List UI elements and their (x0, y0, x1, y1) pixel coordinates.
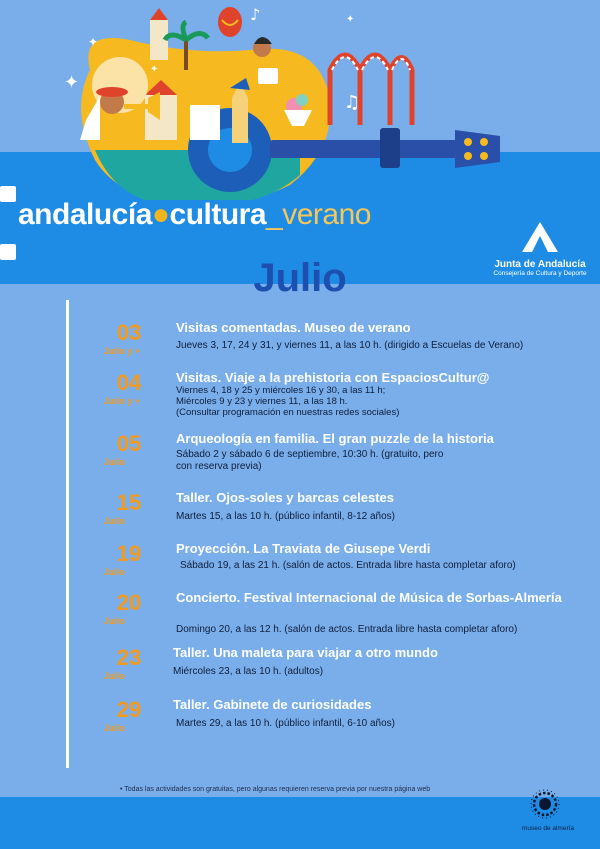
event-title: Taller. Una maleta para viajar a otro mundo (173, 645, 438, 660)
event-description-line: (Consultar programación en nuestras redes sociales) (176, 407, 400, 418)
event-day: 23 (116, 645, 142, 670)
event-description-line: Miércoles 9 y 23 y viernes 11, a las 18 h. (176, 396, 348, 407)
event-description (176, 449, 576, 473)
summer-culture-illustration (0, 0, 600, 200)
event-description-line: Domingo 20, a las 12 h. (salón de actos. Entrada libre hasta completar aforo) (176, 624, 518, 635)
event-description-line: Viernes 4, 18 y 25 y miércoles 16 y 30, a las 11 h; (176, 385, 386, 396)
event-description (176, 340, 576, 352)
brand-dot: ● (151, 198, 170, 231)
museo-logo (522, 789, 575, 832)
event-description (176, 624, 576, 636)
junta-department: Consejería de Cultura y Deporte (493, 270, 587, 277)
footnote: • Todas las actividades son gratuitas, pero algunas requieren reserva previa por nuestra página web (120, 786, 431, 793)
event-month: Julio (104, 616, 126, 626)
event-month: Julio (104, 671, 126, 681)
event-description (173, 666, 573, 678)
event-title: Visitas comentadas. Museo de verano (176, 320, 411, 335)
event-day: 20 (116, 590, 142, 615)
svg-text:♫: ♫ (344, 92, 361, 113)
brand-andalucia: andalucía (18, 198, 152, 231)
event-title: Proyección. La Traviata de Giusepe Verdi (176, 541, 431, 556)
event-day: 05 (116, 431, 142, 456)
event-day: 04 (116, 370, 142, 395)
event-day: 03 (116, 320, 142, 345)
event-description (176, 385, 576, 418)
event-title: Taller. Ojos-soles y barcas celestes (176, 490, 394, 505)
event-month: Julio (104, 567, 126, 577)
svg-text:✦: ✦ (346, 14, 355, 25)
event-description-line: Miércoles 23, a las 10 h. (adultos) (173, 666, 324, 677)
event-month: Julio y + (104, 346, 141, 356)
event-description-line: Martes 15, a las 10 h. (público infantil, 8-12 años) (176, 511, 396, 522)
footnote-text: Todas las actividades son gratuitas, pero algunas requieren reserva previa por nuestra página web (124, 786, 431, 793)
brand-verano: _verano (266, 198, 371, 231)
brand-cultura: cultura (169, 198, 267, 231)
event-description-line: Sábado 2 y sábado 6 de septiembre, 10:30 h. (gratuito, pero (176, 449, 444, 460)
event-month: Julio y + (104, 396, 141, 406)
side-square-top (0, 186, 16, 202)
svg-text:✦: ✦ (150, 64, 159, 75)
event-description-line: Sábado 19, a las 21 h. (salón de actos. Entrada libre hasta completar aforo) (180, 560, 516, 571)
event-day: 29 (116, 697, 142, 722)
event-description (176, 718, 576, 730)
month-title: Julio (253, 256, 347, 300)
event-day: 15 (116, 490, 142, 515)
museo-name: museo de almería (522, 825, 575, 832)
event-title: Visitas. Viaje a la prehistoria con EspaciosCultur@ (176, 370, 490, 385)
event-day: 19 (116, 541, 142, 566)
event-month: Julio (104, 457, 126, 467)
event-month: Julio (104, 723, 126, 733)
event-description (176, 511, 576, 523)
svg-text:✦: ✦ (64, 72, 80, 93)
event-description-line: Jueves 3, 17, 24 y 31, y viernes 11, a las 10 h. (dirigido a Escuelas de Verano) (176, 340, 524, 351)
junta-emblem-icon (522, 222, 558, 252)
brand-title (18, 198, 371, 232)
event-title: Arqueología en familia. El gran puzzle de la historia (176, 431, 494, 446)
junta-name: Junta de Andalucía (494, 259, 586, 270)
event-title: Concierto. Festival Internacional de Música de Sorbas-Almería (176, 590, 562, 605)
timeline-line (66, 300, 69, 768)
event-title: Taller. Gabinete de curiosidades (173, 697, 372, 712)
event-description-line: con reserva previa) (176, 461, 262, 472)
event-description-line: Martes 29, a las 10 h. (público infantil, 6-10 años) (176, 718, 396, 729)
svg-text:♪: ♪ (250, 5, 261, 24)
svg-text:✦: ✦ (88, 35, 99, 49)
footer-band (0, 797, 600, 849)
event-month: Julio (104, 516, 126, 526)
event-description (180, 560, 580, 572)
museo-sun-icon (530, 789, 560, 819)
